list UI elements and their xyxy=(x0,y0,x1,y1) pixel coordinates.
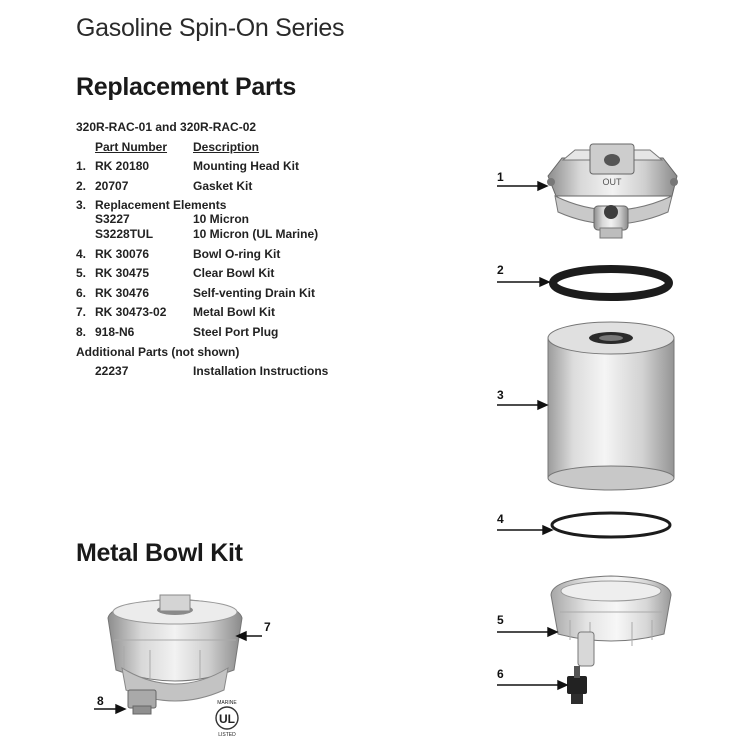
self-venting-drain-illustration xyxy=(567,666,587,704)
callout-3: 3 xyxy=(497,388,504,402)
ul-mark-top: MARINE xyxy=(217,700,237,706)
gasket-illustration xyxy=(553,269,669,297)
part-description: Self-venting Drain Kit xyxy=(193,286,316,300)
mounting-head-illustration xyxy=(547,144,678,238)
part-row-number: 2. xyxy=(76,179,87,193)
ul-marine-listed-mark xyxy=(216,700,238,738)
part-row-number: 5. xyxy=(76,266,87,280)
metal-bowl-kit-heading: Metal Bowl Kit xyxy=(76,539,243,567)
callout-8: 8 xyxy=(97,694,104,708)
part-description: Gasket Kit xyxy=(193,179,253,193)
callout-1: 1 xyxy=(497,170,504,184)
callout-7: 7 xyxy=(264,620,271,634)
part-row-number: 1. xyxy=(76,159,87,173)
ul-mark-bottom: LISTED xyxy=(218,732,236,738)
clear-bowl-illustration xyxy=(551,576,671,666)
part-description: Mounting Head Kit xyxy=(193,159,299,173)
model-numbers: 320R-RAC-01 and 320R-RAC-02 xyxy=(76,120,257,134)
replacement-parts-heading: Replacement Parts xyxy=(76,73,296,101)
part-description: Metal Bowl Kit xyxy=(193,305,276,319)
part-description: 10 Micron (UL Marine) xyxy=(193,227,319,241)
part-description: 10 Micron xyxy=(193,212,250,226)
part-row-number: 3. xyxy=(76,198,87,212)
bowl-o-ring-illustration xyxy=(552,513,670,537)
filter-element-illustration xyxy=(548,322,674,490)
part-number: 918-N6 xyxy=(95,325,135,339)
callout-4: 4 xyxy=(497,512,504,526)
part-row-number: 7. xyxy=(76,305,87,319)
part-number: S3227 xyxy=(95,212,130,226)
part-row-number: 8. xyxy=(76,325,87,339)
description-header: Description xyxy=(193,140,260,154)
ul-mark-center: UL xyxy=(219,712,235,726)
part-number: S3228TUL xyxy=(95,227,154,241)
part-number: RK 20180 xyxy=(95,159,150,173)
callout-5: 5 xyxy=(497,613,504,627)
additional-parts-heading: Additional Parts (not shown) xyxy=(76,345,240,359)
metal-bowl-illustration xyxy=(108,595,242,714)
part-number: RK 30476 xyxy=(95,286,150,300)
callout-6: 6 xyxy=(497,667,504,681)
additional-part-description: Installation Instructions xyxy=(193,364,329,378)
part-number: RK 30475 xyxy=(95,266,150,280)
part-row-number: 4. xyxy=(76,247,87,261)
part-description: Clear Bowl Kit xyxy=(193,266,275,280)
part-row-number: 6. xyxy=(76,286,87,300)
part-description: Steel Port Plug xyxy=(193,325,279,339)
additional-part-number: 22237 xyxy=(95,364,129,378)
part-number: Replacement Elements xyxy=(95,198,227,212)
part-number: 20707 xyxy=(95,179,129,193)
part-number-header: Part Number xyxy=(95,140,168,154)
part-number: RK 30473-02 xyxy=(95,305,167,319)
part-number: RK 30076 xyxy=(95,247,150,261)
callout-2: 2 xyxy=(497,263,504,277)
series-title: Gasoline Spin-On Series xyxy=(76,14,345,42)
port-out-label: OUT xyxy=(602,177,622,187)
part-description: Bowl O-ring Kit xyxy=(193,247,281,261)
